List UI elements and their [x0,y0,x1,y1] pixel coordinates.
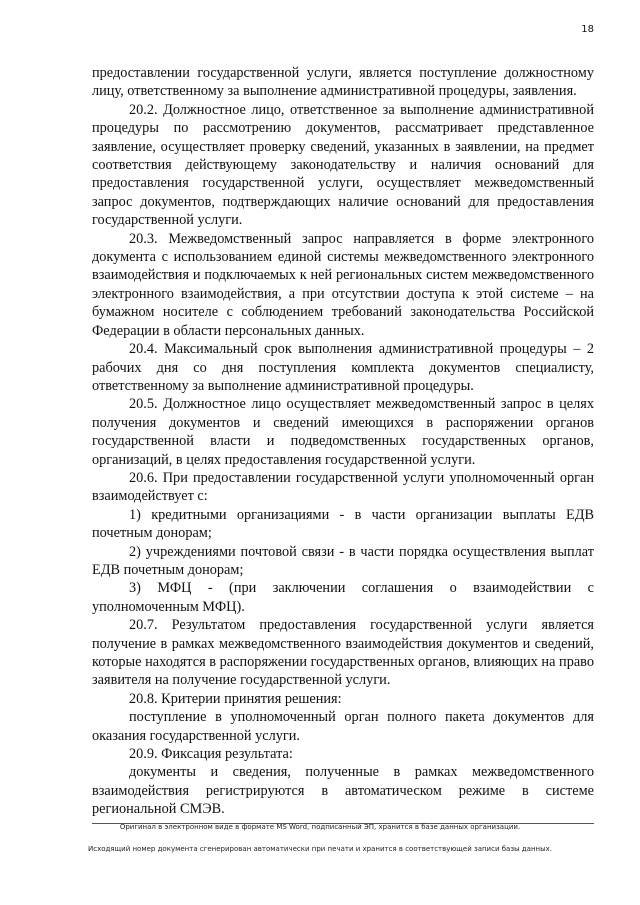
list-item: 2) учреждениями почтовой связи - в части порядка осуществления выплат ЕДВ почетным донорам; [92,543,594,578]
paragraph-20-6: 20.6. При предоставлении государственной услуги уполномоченный орган взаимодействует с: [92,469,594,505]
document-body [92,64,594,819]
paragraph-20-5: 20.5. Должностное лицо осуществляет межведомственный запрос в целях получения документов и сведений имеющихся в распоряжении органов государственной власти и подведомственных государственных органов, организаций, в целях предоставления государственной услуги. [92,396,594,468]
paragraph-20-4: 20.4. Максимальный срок выполнения административной процедуры – 2 рабочих дня со дня поступления комплекта документов специалисту, ответственному за выполнение административной процедуры. [92,341,594,394]
list-item: 3) МФЦ - (при заключении соглашения о взаимодействии с уполномоченным МФЦ). [92,580,594,615]
paragraph-20-7: 20.7. Результатом предоставления государственной услуги является получение в рамках межведомственного взаимодействия документов и сведений, которые находятся в распоряжении государственных органов, влияющих на право заявителя на получение государственной услуги. [92,617,594,689]
paragraph-20-2: 20.2. Должностное лицо, ответственное за выполнение административной процедуры по рассмотрению документов, рассматривает представленное заявление, осуществляет проверку сведений, указанных в заявлении, на предмет соответствия действующему законодательству и наличия оснований для предоставления государственной услуги, осуществляет межведомственный запрос документов, подтверждающих наличие оснований для предоставления государственной услуги. [92,101,594,229]
page-number: 18 [581,24,594,35]
paragraph-20-9: 20.9. Фиксация результата: [129,746,293,763]
paragraph-20-8: 20.8. Критерии принятия решения: [129,690,342,707]
paragraph-20-3: 20.3. Межведомственный запрос направляется в форме электронного документа с использованием единой системы межведомственного электронного взаимодействия и подключаемых к ней региональных систем межведомственного электронного взаимодействия, а при отсутствии доступа к этой системе – на бумажном носителе с соблюдением требований законодательства Российской Федерации в области персональных данных. [92,230,594,339]
paragraph: документы и сведения, полученные в рамках межведомственного взаимодействия регистрируются в автоматическом режиме в системе региональной СМЭВ. [92,764,594,818]
footer-note-original: Оригинал в электронном виде в формате MS Word, подписанный ЭП, хранится в базе данных организации. [119,823,521,831]
paragraph: предоставлении государственной услуги, является поступление должностному лицу, ответственному за выполнение административной процедуры, заявления. [92,65,594,100]
footer-note-number: Исходящий номер документа сгенерирован автоматически при печати и хранится в соответствующей записи базы данных. [88,845,552,853]
paragraph: поступление в уполномоченный орган полного пакета документов для оказания государственной услуги. [92,709,594,744]
list-item: 1) кредитными организациями - в части организации выплаты ЕДВ почетным донорам; [92,506,594,542]
